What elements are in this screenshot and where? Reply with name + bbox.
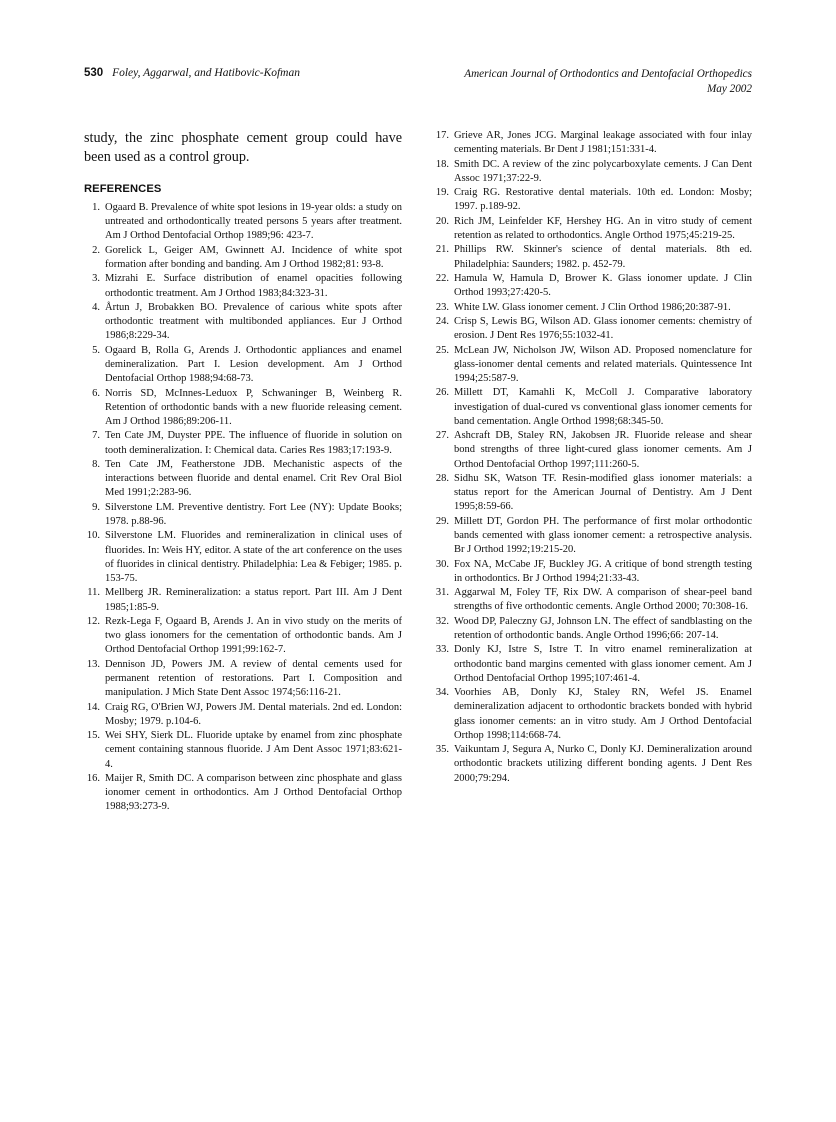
reference-item	[433, 186, 752, 214]
reference-number: 20.	[435, 215, 449, 227]
reference-text: Silverstone LM. Fluorides and remineralization in clinical uses of fluorides. In: Weis HY, editor. A state of the art conference on the uses of fluorides in clinical dentistry. Philadelphia: Lea & Febiger; 1985. p. 153-75.	[105, 530, 402, 584]
reference-item	[84, 244, 402, 272]
reference-number: 35.	[435, 744, 449, 756]
reference-number: 34.	[435, 687, 449, 699]
reference-item	[84, 201, 402, 244]
reference-number: 30.	[435, 558, 449, 570]
reference-number: 16.	[86, 772, 100, 784]
reference-text: Maijer R, Smith DC. A comparison between zinc phosphate and glass ionomer cement in orthodontics. Am J Orthod Dentofacial Orthop 1988;93:273-9.	[105, 772, 402, 813]
reference-number: 3.	[92, 273, 100, 285]
reference-item	[433, 615, 752, 643]
reference-number: 25.	[435, 344, 449, 356]
reference-text: Crisp S, Lewis BG, Wilson AD. Glass ionomer cements: chemistry of erosion. J Dent Res 1976;55:1032-41.	[454, 315, 752, 342]
reference-text: Rezk-Lega F, Ogaard B, Arends J. An in vivo study on the merits of two glass ionomers for the cementation of orthodontic bands. Am J Orthod Dentofacial Orthop 1991;99:162-7.	[105, 615, 402, 656]
reference-item	[433, 515, 752, 558]
reference-item	[84, 272, 402, 300]
reference-number: 26.	[435, 387, 449, 399]
reference-item	[433, 272, 752, 300]
reference-number: 23.	[435, 301, 449, 313]
reference-text: Sidhu SK, Watson TF. Resin-modified glass ionomer materials: a status report for the American Journal of Dentistry. Am J Dent 1995;8:59-66.	[454, 472, 752, 513]
reference-item	[84, 458, 402, 501]
reference-item	[433, 129, 752, 157]
reference-number: 18.	[435, 158, 449, 170]
reference-text: Ogaard B. Prevalence of white spot lesions in 19-year olds: a study on untreated and orthodontically treated persons 5 years after treatment. Am J Orthod Dentofacial Orthop 1989;96: 423-7.	[105, 202, 402, 242]
running-header-left	[84, 67, 300, 79]
reference-text: Mizrahi E. Surface distribution of enamel opacities following orthodontic treatment. Am J Orthod 1983;84:323-31.	[105, 273, 402, 299]
reference-number: 1.	[92, 202, 100, 213]
reference-item	[84, 501, 402, 529]
reference-item	[433, 215, 752, 243]
reference-number: 11.	[87, 587, 100, 599]
left-column	[84, 129, 402, 815]
reference-number: 27.	[435, 430, 449, 442]
reference-text: Dennison JD, Powers JM. A review of dental cements used for permanent retention of restorations. Part I. Composition and manipulation. J Mich State Dent Assoc 1974;56:116-21.	[105, 658, 402, 699]
reference-item	[84, 344, 402, 387]
reference-text: Ten Cate JM, Duyster PPE. The influence of fluoride in solution on tooth demineralization. I: Chemical data. Caries Res 1983;17:193-9.	[105, 430, 402, 456]
reference-number: 10.	[86, 530, 100, 542]
reference-item	[433, 301, 752, 315]
reference-number: 33.	[435, 644, 449, 656]
reference-number: 5.	[92, 344, 100, 356]
reference-number: 22.	[435, 272, 449, 284]
reference-number: 15.	[86, 730, 100, 742]
reference-text: Aggarwal M, Foley TF, Rix DW. A comparison of shear-peel band strengths of five orthodontic cements. Angle Orthod 2000; 70:308-16.	[454, 587, 752, 613]
reference-text: Grieve AR, Jones JCG. Marginal leakage associated with four inlay cementing materials. Br Dent J 1981;151:331-4.	[454, 130, 752, 156]
reference-number: 17.	[435, 130, 449, 141]
reference-text: Hamula W, Hamula D, Brower K. Glass ionomer update. J Clin Orthod 1993;27:420-5.	[454, 272, 752, 299]
reference-item	[433, 558, 752, 586]
reference-number: 4.	[92, 301, 100, 313]
reference-number: 12.	[86, 615, 100, 627]
body-paragraph: study, the zinc phosphate cement group could have been used as a control group.	[84, 130, 402, 165]
reference-item	[84, 729, 402, 772]
reference-text: Mellberg JR. Remineralization: a status report. Part III. Am J Dent 1985;1:85-9.	[105, 587, 402, 613]
reference-item	[84, 772, 402, 815]
reference-item	[84, 658, 402, 701]
reference-text: Millett DT, Kamahli K, McColl J. Comparative laboratory investigation of dual-cured vs conventional glass ionomer cements for band cementation. Angle Orthod 1998;68:345-50.	[454, 387, 752, 427]
reference-text: Fox NA, McCabe JF, Buckley JG. A critique of bond strength testing in orthodontics. Br J Orthod 1994;21:33-43.	[454, 558, 752, 584]
reference-item	[84, 586, 402, 614]
reference-number: 29.	[435, 515, 449, 527]
reference-text: Smith DC. A review of the zinc polycarboxylate cements. J Can Dent Assoc 1971;37:22-9.	[454, 158, 752, 184]
reference-text: Ashcraft DB, Staley RN, Jakobsen JR. Fluoride release and shear bond strengths of three light-cured glass ionomer cements. Am J Orthod Dentofacial Orthop 1997;111:260-5.	[454, 430, 752, 470]
reference-text: Donly KJ, Istre S, Istre T. In vitro enamel remineralization at orthodontic band margins cemented with glass ionomer cement. Am J Orthod Dentofacial Orthop 1995;107:461-4.	[454, 644, 752, 684]
reference-item	[433, 158, 752, 186]
reference-number: 13.	[86, 658, 100, 670]
reference-number: 7.	[92, 430, 100, 442]
running-header-right	[464, 67, 752, 96]
reference-number: 31.	[435, 587, 449, 599]
reference-text: Silverstone LM. Preventive dentistry. Fort Lee (NY): Update Books; 1978. p.88-96.	[105, 501, 402, 527]
reference-item	[84, 301, 402, 344]
reference-item	[433, 743, 752, 786]
reference-number: 28.	[435, 472, 449, 484]
reference-text: Norris SD, McInnes-Leduox P, Schwaninger B, Weinberg R. Retention of orthodontic bands with a new fluoride releasing cement. Am J Orthod 1986;89:206-11.	[105, 387, 402, 427]
running-authors: Foley, Aggarwal, and Hatibovic-Kofman	[112, 67, 300, 79]
reference-item	[433, 472, 752, 515]
reference-number: 6.	[92, 387, 100, 399]
reference-number: 19.	[435, 187, 449, 199]
right-column	[433, 129, 752, 786]
reference-text: Craig RG. Restorative dental materials. 10th ed. London: Mosby; 1997. p.189-92.	[454, 187, 752, 213]
reference-text: Voorhies AB, Donly KJ, Staley RN, Wefel JS. Enamel demineralization adjacent to orthodontic brackets bonded with hybrid glass ionomer cements: an in vitro study. Am J Orthod Dentofacial Orthop 1998;114:668-74.	[454, 687, 752, 741]
reference-text: Ten Cate JM, Featherstone JDB. Mechanistic aspects of the interactions between fluoride and dental enamel. Crit Rev Oral Biol Med 1991;2:283-96.	[105, 458, 402, 499]
reference-item	[84, 529, 402, 586]
reference-number: 8.	[92, 458, 100, 470]
reference-number: 14.	[86, 701, 100, 713]
reference-item	[433, 643, 752, 686]
references-heading: REFERENCES	[84, 183, 162, 195]
issue-date: May 2002	[706, 82, 752, 95]
reference-text: White LW. Glass ionomer cement. J Clin Orthod 1986;20:387-91.	[454, 301, 731, 313]
reference-text: Gorelick L, Geiger AM, Gwinnett AJ. Incidence of white spot formation after bonding and banding. Am J Orthod 1982;81: 93-8.	[105, 244, 402, 270]
reference-text: Ogaard B, Rolla G, Arends J. Orthodontic appliances and enamel demineralization. Part I. Lesion development. Am J Orthod Dentofacial Orthop 1988;94:68-73.	[105, 344, 402, 385]
references-list-right	[433, 129, 752, 786]
reference-item	[433, 386, 752, 429]
reference-number: 21.	[435, 244, 449, 256]
page-number: 530	[84, 67, 104, 79]
reference-item	[433, 586, 752, 614]
reference-text: Rich JM, Leinfelder KF, Hershey HG. An in vitro study of cement retention as related to orthodontics. Angle Orthod 1975;45:219-25.	[454, 215, 752, 241]
reference-item	[84, 615, 402, 658]
reference-text: Vaikuntam J, Segura A, Nurko C, Donly KJ. Demineralization around orthodontic brackets utilizing different bonding agents. J Dent Res 2000;79:294.	[454, 744, 752, 784]
reference-number: 24.	[435, 315, 449, 327]
reference-number: 32.	[435, 615, 449, 627]
reference-text: McLean JW, Nicholson JW, Wilson AD. Proposed nomenclature for glass-ionomer dental cements and related materials. Quintessence Int 1994;25:587-9.	[454, 344, 752, 384]
reference-text: Wood DP, Paleczny GJ, Johnson LN. The effect of sandblasting on the retention of orthodontic bands. Angle Orthod 1996;66: 207-14.	[454, 615, 752, 641]
reference-item	[84, 387, 402, 430]
references-list-left	[84, 201, 402, 815]
reference-text: Craig RG, O'Brien WJ, Powers JM. Dental materials. 2nd ed. London: Mosby; 1979. p.104-6.	[105, 701, 402, 727]
reference-text: Millett DT, Gordon PH. The performance of first molar orthodontic bands cemented with glass ionomer cement: a retrospective analysis. Br J Orthod 1992;19:215-20.	[454, 515, 752, 556]
reference-number: 9.	[92, 501, 100, 513]
journal-title: American Journal of Orthodontics and Dentofacial Orthopedics	[464, 68, 752, 80]
reference-item	[433, 243, 752, 271]
reference-number: 2.	[92, 244, 100, 256]
reference-item	[433, 429, 752, 472]
reference-text: Årtun J, Brobakken BO. Prevalence of carious white spots after orthodontic treatment with multibonded appliances. Eur J Orthod 1986;8:229-34.	[105, 301, 402, 342]
reference-item	[433, 315, 752, 343]
reference-item	[84, 701, 402, 729]
reference-text: Wei SHY, Sierk DL. Fluoride uptake by enamel from zinc phosphate cement containing stannous fluoride. J Am Dent Assoc 1971;83:621-4.	[105, 730, 402, 770]
reference-text: Phillips RW. Skinner's science of dental materials. 8th ed. Philadelphia: Saunders; 1982. p. 452-79.	[454, 244, 752, 270]
reference-item	[433, 686, 752, 743]
reference-item	[433, 344, 752, 387]
reference-item	[84, 429, 402, 457]
